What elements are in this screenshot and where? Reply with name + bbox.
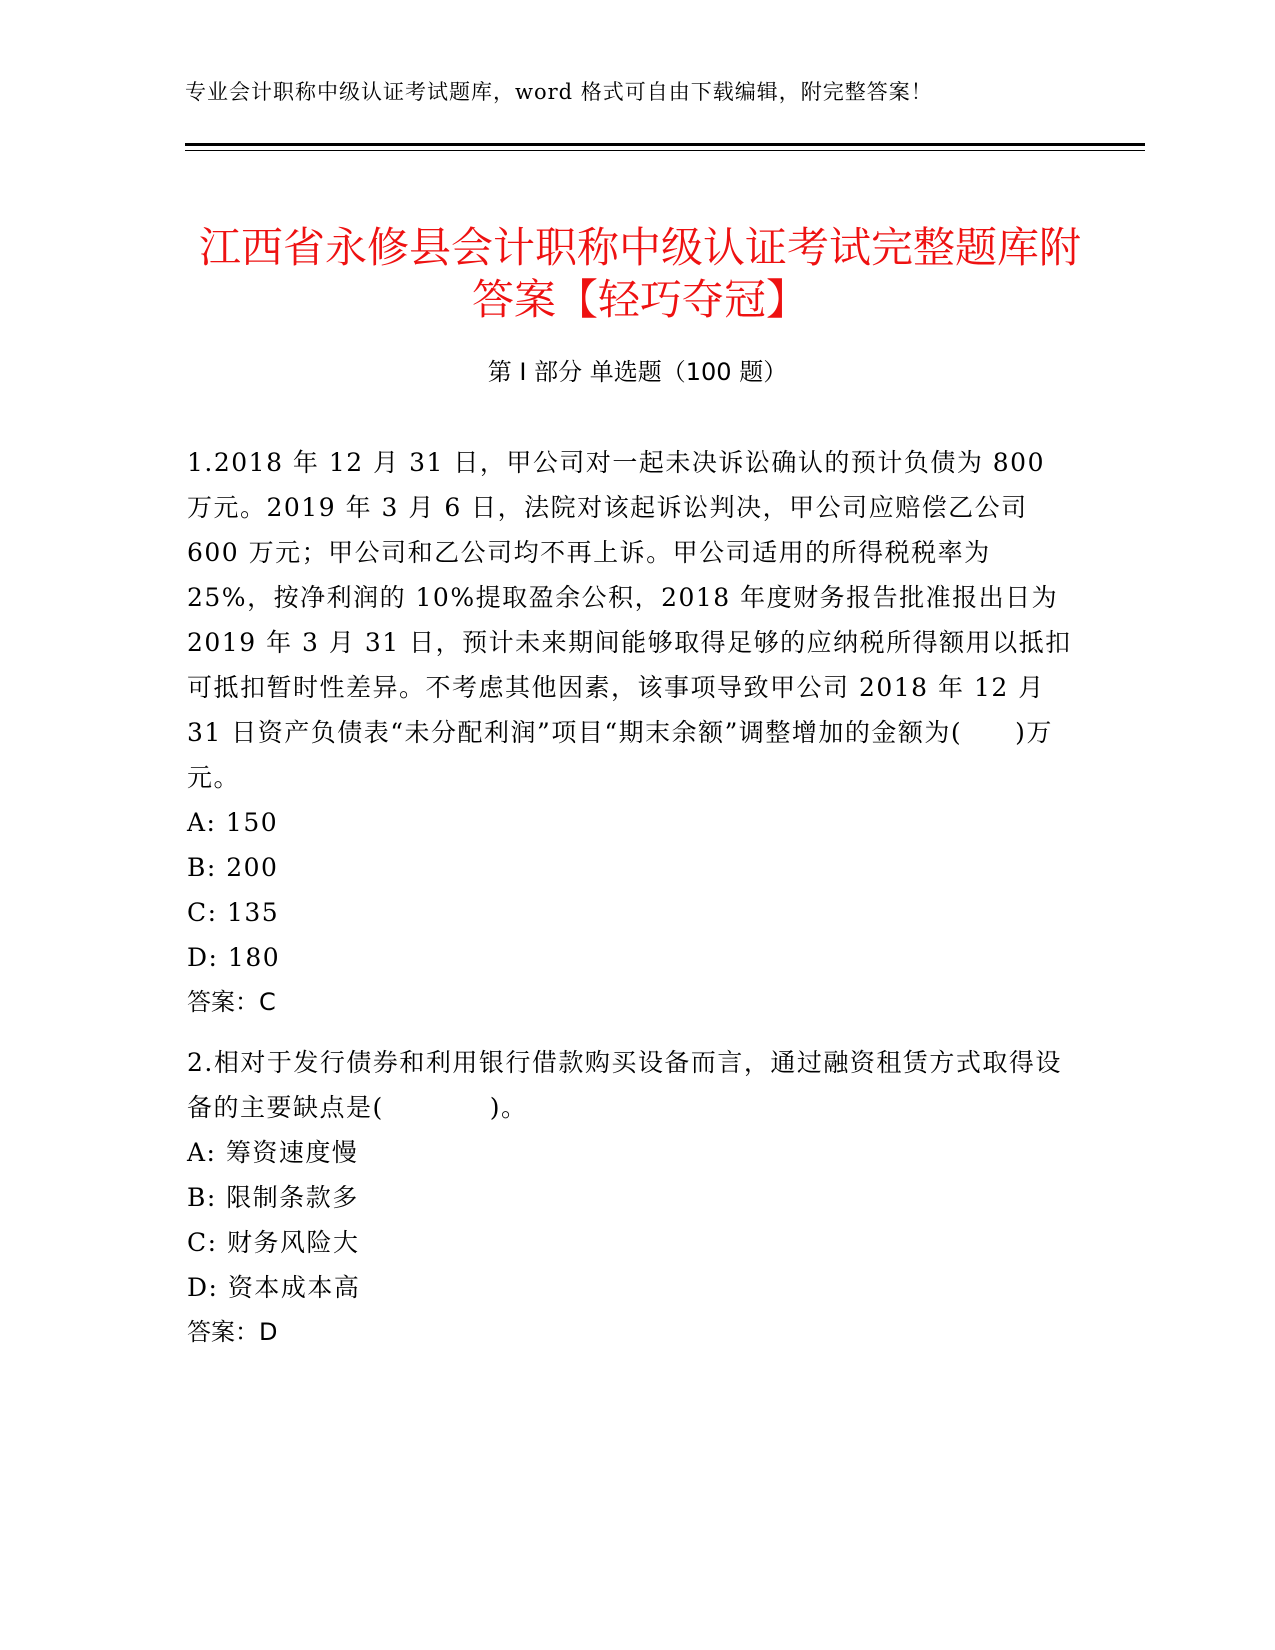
question-1 bbox=[187, 440, 1077, 1025]
option-c: C: 财务风险大 bbox=[187, 1228, 360, 1257]
option-d: D: 资本成本高 bbox=[187, 1273, 361, 1302]
option-b: B: 限制条款多 bbox=[187, 1183, 359, 1212]
option-a: A: 筹资速度慢 bbox=[187, 1138, 359, 1167]
section-heading: 第 I 部分 单选题（100 题） bbox=[487, 358, 788, 386]
option-d: D: 180 bbox=[187, 943, 281, 972]
answer-line: 答案：D bbox=[187, 1318, 278, 1346]
option-b: B: 200 bbox=[187, 853, 279, 882]
document-title: 江西省永修县会计职称中级认证考试完整题库附答案【轻巧夺冠】 bbox=[198, 223, 1081, 325]
answer-line: 答案：C bbox=[187, 988, 276, 1016]
option-a: A: 150 bbox=[187, 808, 279, 837]
header-divider-thick bbox=[185, 143, 1145, 146]
header-divider-thin bbox=[185, 150, 1145, 151]
header-note: 专业会计职称中级认证考试题库，word 格式可自由下载编辑，附完整答案！ bbox=[185, 80, 933, 104]
question-2 bbox=[187, 1040, 1077, 1355]
question-stem: 1.2018 年 12 月 31 日，甲公司对一起未决诉讼确认的预计负债为 800 万元。2019 年 3 月 6 日，法院对该起诉讼判决，甲公司应赔偿乙公司 600 万元；甲公司和乙公司均不再上诉。甲公司适用的所得税税率为 25%，按净利润的 10%提取盈余公积，2018 年度财务报告批准报出日为 2019 年 3 月 31 日，预计未来期间能够取得足够的应纳税所得额用以抵扣可抵扣暂时性差异。不考虑其他因素，该事项导致甲公司 2018 年 12 月 31 日资产负债表“未分配利润”项目“期末余额”调整增加的金额为( )万元。 bbox=[187, 448, 1072, 792]
option-c: C: 135 bbox=[187, 898, 280, 927]
question-stem: 2.相对于发行债券和利用银行借款购买设备而言，通过融资租赁方式取得设备的主要缺点是( )。 bbox=[187, 1048, 1062, 1122]
